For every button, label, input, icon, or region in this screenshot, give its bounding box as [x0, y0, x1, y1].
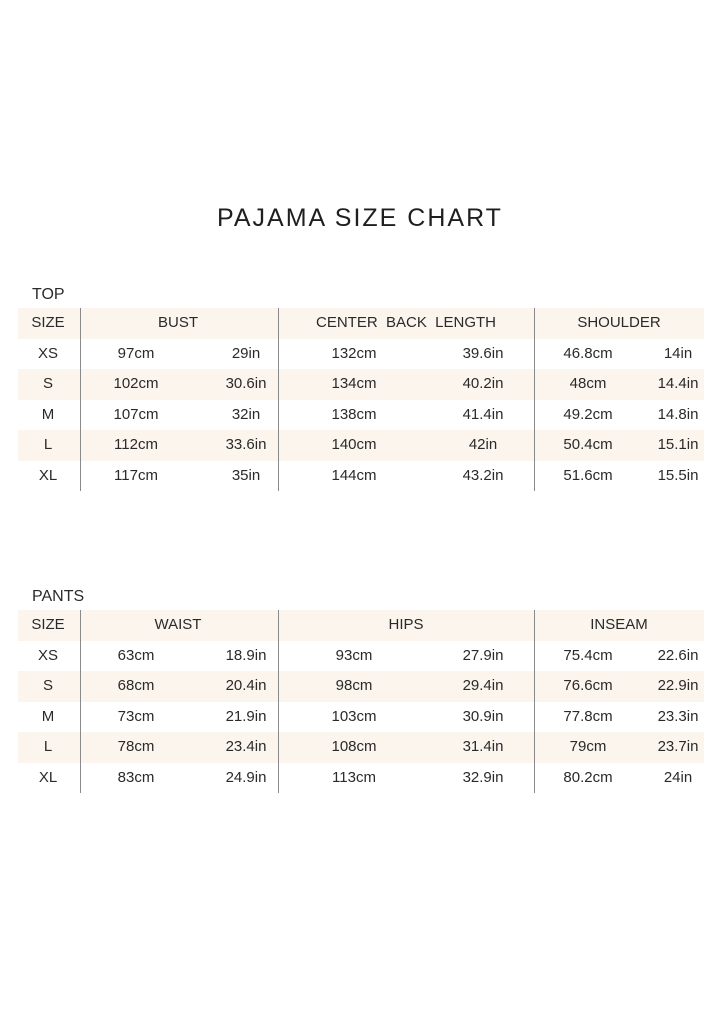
in-cell: 22.9in [657, 677, 699, 694]
size-cell: XS [37, 646, 58, 664]
table-row [18, 641, 704, 672]
column-divider [80, 308, 81, 491]
in-cell: 42in [468, 436, 498, 453]
in-cell: 23.4in [225, 738, 267, 755]
in-cell: 32in [231, 405, 261, 423]
in-cell: 20.4in [225, 677, 267, 694]
cm-cell: 144cm [331, 466, 377, 484]
cm-cell: 107cm [113, 405, 159, 423]
table-row [18, 702, 704, 733]
top-section-label: TOP [32, 286, 65, 303]
cm-cell: 117cm [114, 466, 158, 484]
in-cell: 35in [231, 466, 261, 484]
cm-cell: 108cm [331, 738, 377, 755]
in-cell: 23.7in [657, 738, 699, 755]
table-row [18, 732, 704, 763]
cm-cell: 80.2cm [563, 768, 613, 786]
cm-cell: 73cm [117, 707, 155, 725]
cm-cell: 140cm [331, 436, 377, 453]
cm-cell: 138cm [331, 405, 377, 423]
cm-cell: 46.8cm [563, 344, 613, 362]
cm-cell: 68cm [117, 677, 155, 694]
in-cell: 14.4in [657, 375, 699, 392]
table-row [18, 339, 704, 370]
size-cell: XS [37, 344, 58, 362]
in-cell: 14in [663, 344, 693, 362]
cm-cell: 49.2cm [563, 405, 613, 423]
in-cell: 30.6in [225, 375, 267, 392]
column-divider [278, 610, 279, 793]
table-row [18, 369, 704, 400]
table-row [18, 430, 704, 461]
table-row [18, 461, 704, 492]
size-cell: L [43, 738, 53, 755]
cm-cell: 93cm [335, 646, 373, 664]
in-cell: 39.6in [462, 344, 504, 362]
cm-cell: 50.4cm [563, 436, 613, 453]
size-cell: L [43, 436, 53, 453]
page-title: PAJAMA SIZE CHART [217, 204, 503, 232]
cm-cell: 76.6cm [563, 677, 613, 694]
cm-cell: 98cm [335, 677, 373, 694]
in-cell: 24in [663, 768, 693, 786]
pants-rows [18, 641, 704, 794]
size-cell: S [42, 677, 53, 694]
in-cell: 27.9in [462, 646, 504, 664]
cm-cell: 78cm [117, 738, 155, 755]
cm-cell: 77.8cm [563, 707, 613, 725]
header-size: SIZE [31, 616, 65, 633]
in-cell: 15.5in [657, 466, 699, 484]
in-cell: 40.2in [462, 375, 504, 392]
header-size: SIZE [31, 314, 65, 331]
pants-section-label: PANTS [32, 588, 85, 605]
column-divider [278, 308, 279, 491]
table-header-row [18, 308, 704, 339]
table-row [18, 763, 704, 794]
in-cell: 21.9in [225, 707, 267, 725]
cm-cell: 102cm [113, 375, 159, 392]
in-cell: 23.3in [657, 707, 699, 725]
in-cell: 22.6in [657, 646, 699, 664]
in-cell: 41.4in [462, 405, 504, 423]
pants-size-table [18, 610, 704, 793]
size-cell: XL [38, 466, 58, 484]
cm-cell: 63cm [117, 646, 155, 664]
cm-cell: 132cm [331, 344, 377, 362]
cm-cell: 113cm [332, 768, 376, 786]
in-cell: 29.4in [462, 677, 504, 694]
size-cell: XL [38, 768, 58, 786]
in-cell: 43.2in [462, 466, 504, 484]
header-shoulder: SHOULDER [577, 314, 661, 331]
table-row [18, 400, 704, 431]
in-cell: 15.1in [657, 436, 699, 453]
cm-cell: 51.6cm [563, 466, 613, 484]
cm-cell: 97cm [117, 344, 155, 362]
column-divider [534, 308, 535, 491]
column-divider [80, 610, 81, 793]
size-cell: M [41, 405, 55, 423]
in-cell: 31.4in [462, 738, 504, 755]
size-cell: M [41, 707, 55, 725]
cm-cell: 75.4cm [563, 646, 613, 664]
header-center-back-length: CENTER BACK LENGTH [315, 314, 497, 331]
in-cell: 29in [231, 344, 261, 362]
in-cell: 14.8in [657, 405, 699, 423]
column-divider [534, 610, 535, 793]
in-cell: 30.9in [462, 707, 504, 725]
table-header-row [18, 610, 704, 641]
in-cell: 24.9in [225, 768, 267, 786]
in-cell: 18.9in [225, 646, 267, 664]
cm-cell: 79cm [569, 738, 607, 755]
header-inseam: INSEAM [590, 616, 648, 633]
header-waist: WAIST [154, 616, 202, 633]
table-row [18, 671, 704, 702]
header-bust: BUST [157, 314, 198, 331]
cm-cell: 134cm [331, 375, 377, 392]
top-rows [18, 339, 704, 492]
header-hips: HIPS [388, 616, 424, 633]
in-cell: 33.6in [225, 436, 267, 453]
top-size-table [18, 308, 704, 491]
cm-cell: 103cm [331, 707, 377, 725]
in-cell: 32.9in [462, 768, 504, 786]
size-cell: S [42, 375, 53, 392]
cm-cell: 112cm [114, 436, 158, 453]
cm-cell: 83cm [117, 768, 155, 786]
cm-cell: 48cm [569, 375, 607, 392]
